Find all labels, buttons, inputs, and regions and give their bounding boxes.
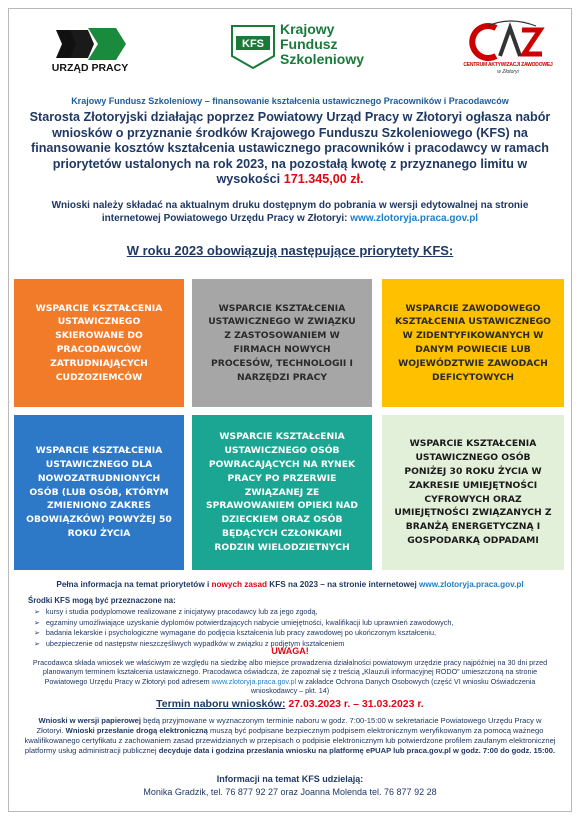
priorities-heading: W roku 2023 obowiązują następujące priorytety KFS: xyxy=(126,243,454,258)
submission-deadline-note: decyduje data i godzina przesłania wniosku na platformę ePUAP lub praca.gov.pl w godz. 7:00 do godz. 15:00. xyxy=(158,746,556,755)
funds-usage-heading: Środki KFS mogą być przeznaczone na: xyxy=(28,596,176,605)
application-period-label: Termin naboru wniosków: xyxy=(156,698,286,710)
warning-text-1: Pracodawca składa wniosek we właściwym ze względu na siedzibę albo miejsce prowadzenia działalności powiatowym urzędzie pracy najpóźniej na 30 dni przed planowanym terminem kształcenia ustawicznego. Pracodawca oświadcza, że zapoznał się z treścią „Klauzuli informacyjnej RODO” umieszczoną na stronie Powiatowego Urzędu Pracy w Złotoryi pod adresem xyxy=(32,658,548,686)
application-info-link[interactable]: www.zlotoryja.praca.gov.pl xyxy=(350,213,479,224)
submission-rules xyxy=(24,716,556,756)
kfs-name-line-2: Fundusz xyxy=(280,36,338,52)
caz-emblem-icon xyxy=(458,18,558,62)
intro-text: Starosta Złotoryjski działając poprzez Powiatowy Urząd Pracy w Złotoryi ogłasza nabór wniosków o przyznanie środków Krajowego Funduszu Szkoleniowego (KFS) na finansowanie kosztów kształcenia ustawicznego pracowników i pracodawcy w ramach priorytetów ustalonych na rok 2023, na pozostałą kwotę z przyznanego limitu w wysokości xyxy=(29,110,551,187)
full-info-text-1: Pełna informacja na temat priorytetów i xyxy=(56,580,212,589)
subtitle: Krajowy Fundusz Szkoleniowy – finansowanie kształcenia ustawicznego Pracowników i Pracodawców xyxy=(71,96,509,106)
full-info-new-rules: nowych zasad xyxy=(211,580,268,589)
urzad-pracy-logo xyxy=(40,22,140,78)
urzad-pracy-text: URZĄD PRACY xyxy=(51,62,129,74)
kfs-name xyxy=(280,22,364,67)
submission-electronic-label: Wnioski przesłanie drogą elektroniczną xyxy=(65,726,208,735)
intro-amount: 171.345,00 zł. xyxy=(283,172,364,187)
kfs-badge-text: KFS xyxy=(242,38,264,50)
full-info-text-2: KFS na 2023 – na stronie internetowej xyxy=(267,580,419,589)
funds-usage-item: ➢ egzaminy umożliwiające uzyskanie dyplomów potwierdzających nabycie umiejętności, kwalifikacji lub uprawnień zawodowych, xyxy=(34,618,554,629)
caz-location: w Złotoryi xyxy=(497,69,519,75)
kfs-name-line-3: Szkoleniowy xyxy=(280,51,365,67)
contact-heading: Informacji na temat KFS udzielają: xyxy=(216,774,364,784)
full-info-link[interactable]: www.zlotoryja.praca.gov.pl xyxy=(419,580,524,589)
full-info-line xyxy=(20,580,560,589)
logos-header xyxy=(0,18,580,78)
application-period xyxy=(20,698,560,710)
application-info-text: Wnioski należy składać na aktualnym druku dostępnym do pobrania w wersji edytowalnej na stronie internetowej Powiatowego Urzędu Pracy w Złotoryi: xyxy=(51,200,529,224)
priority-box-6: WSPARCIE KSZTAŁCENIA USTAWICZNEGO OSÓB PONIŻEJ 30 ROKU ŻYCIA W ZAKRESIE UMIEJĘTNOŚCI CYFROWYCH ORAZ UMIEJĘTNOŚCI ZWIĄZANYCH Z BRANŻĄ ENERGETYCZNĄ I GOSPODARKĄ ODPADAMI xyxy=(382,415,564,570)
submission-paper-label: Wnioski w wersji papierowej xyxy=(38,716,141,725)
kfs-name-line-1: Krajowy xyxy=(280,21,335,37)
application-info xyxy=(28,199,552,225)
funds-usage-list xyxy=(34,607,554,649)
funds-usage-item: ➢ badania lekarskie i psychologiczne wymagane do podjęcia kształcenia lub pracy zawodowej po ukończonym kształceniu, xyxy=(34,628,554,639)
submission-paper-text: będą przyjmowane w wyznaczonym terminie naboru w godz. 7:00-15:00 w sekretariacie Powiatowego Urzędu Pracy w Złotoryi. xyxy=(36,716,542,735)
priority-box-1: WSPARCIE KSZTAŁCENIA USTAWICZNEGO SKIEROWANE DO PRACODAWCÓW ZATRUDNIAJĄCYCH CUDZOZIEMCÓW xyxy=(14,279,184,407)
submission-electronic-text: muszą być podpisane bezpiecznym podpisem elektronicznym weryfikowanym za pomocą ważnego kwalifikowanego certyfikatu z zachowaniem zasad przewidzianych w przepisach o podpisie elektronicznym lub potwierdzone profilem zaufanym elektronicznej platformy usług administracji publicznej xyxy=(24,726,556,755)
application-period-dates: 27.03.2023 r. – 31.03.2023 r. xyxy=(285,698,424,710)
kfs-logo xyxy=(228,22,388,76)
funds-usage-item: ➢ ubezpieczenie od następstw nieszczęśliwych wypadków w związku z podjętym kształceniem xyxy=(34,639,554,650)
caz-logo xyxy=(458,18,558,78)
kfs-badge-icon xyxy=(228,22,278,70)
warning-text xyxy=(24,658,556,695)
priority-box-4: WSPARCIE KSZTAŁCENIA USTAWICZNEGO DLA NOWOZATRUDNIONYCH OSÓB (LUB OSÓB, KTÓRYM ZMIENIONO ZAKRES OBOWIĄZKÓW) POWYŻEJ 50 ROKU ŻYCIA xyxy=(14,415,184,570)
contact-text: Monika Gradzik, tel. 76 877 92 27 oraz Joanna Molenda tel. 76 877 92 28 xyxy=(143,787,437,797)
warning-heading: UWAGA! xyxy=(271,646,309,656)
priority-box-3: WSPARCIE ZAWODOWEGO KSZTAŁCENIA USTAWICZNEGO W ZIDENTYFIKOWANYCH W DANYM POWIECIE LUB WOJEWÓDZTWIE ZAWODACH DEFICYTOWYCH xyxy=(382,279,564,407)
intro-announcement xyxy=(28,110,552,188)
funds-usage-item: ➢ kursy i studia podyplomowe realizowane z inicjatywy pracodawcy lub za jego zgodą, xyxy=(34,607,554,618)
priority-box-5: WSPARCIE KSZTAŁcENIA USTAWICZNEGO OSÓB POWRACAJĄCYCH NA RYNEK PRACY PO PRZERWIE ZWIĄZANEJ ZE SPRAWOWANIEM OPIEKI NAD DZIECKIEM ORAZ OSÓB BĘDĄCYCH CZŁONKAMI RODZIN WIELODZIETNYCH xyxy=(192,415,372,570)
caz-subtitle: CENTRUM AKTYWIZACJI ZAWODOWEJ xyxy=(463,62,553,68)
warning-text-2: w zakładce Ochrona Danych Osobowych (część VI wniosku Oświadczenia wnioskodawcy – pkt. 14) xyxy=(250,676,536,695)
priority-box-2: WSPARCIE KSZTAŁCENIA USTAWICZNEGO W ZWIĄZKU Z ZASTOSOWANIEM W FIRMACH NOWYCH PROCESÓW, TECHNOLOGII I NARZĘDZI PRACY xyxy=(192,279,372,407)
warning-link[interactable]: www.zlotoryja.praca.gov.pl xyxy=(211,676,297,686)
urzad-pracy-arrows-icon xyxy=(40,22,140,62)
